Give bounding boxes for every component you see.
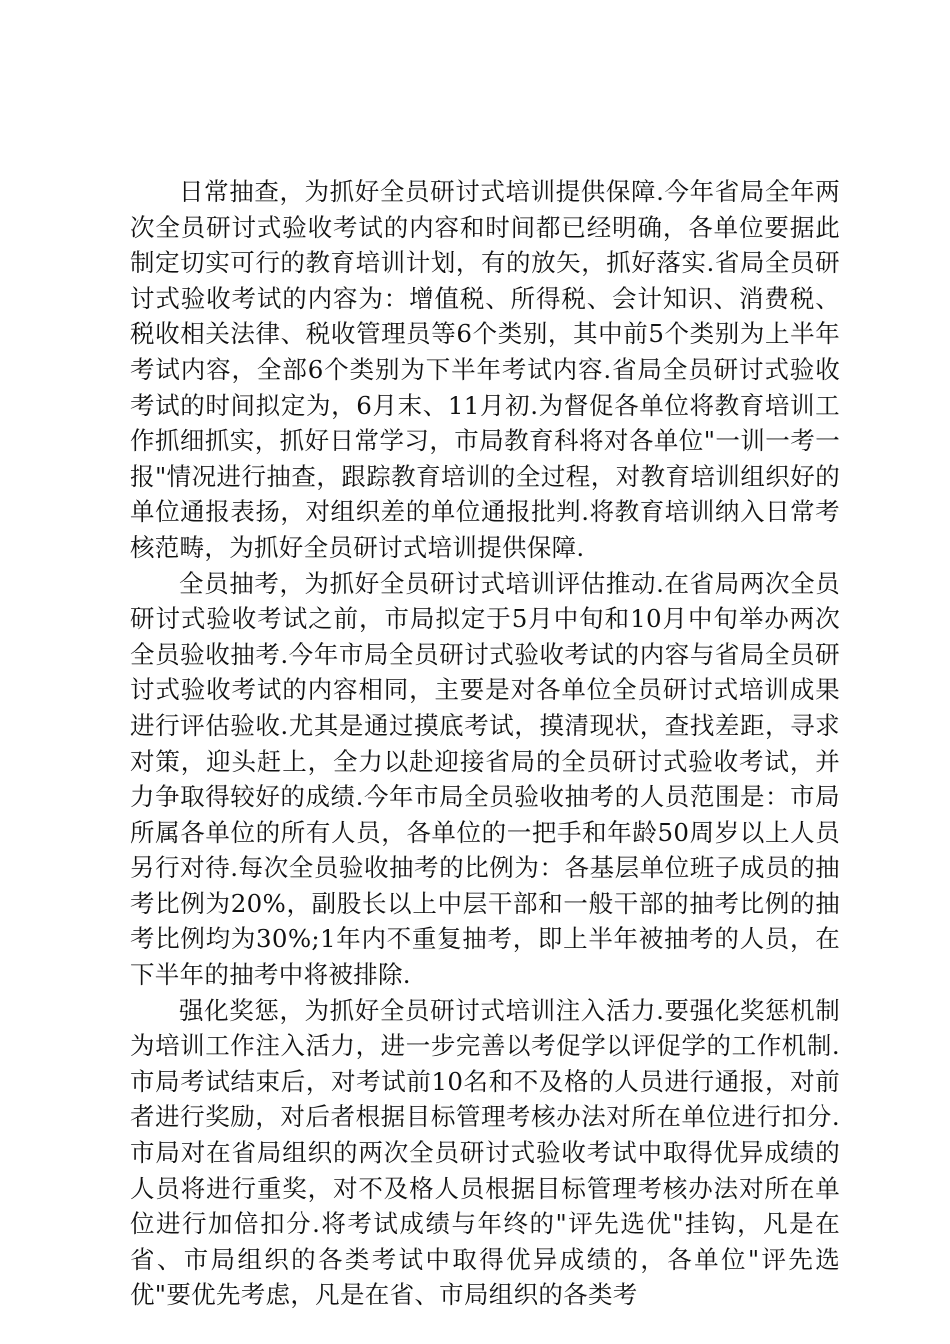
paragraph-daily-inspection: 日常抽查，为抓好全员研讨式培训提供保障.今年省局全年两次全员研讨式验收考试的内容和时间都已经明确，各单位要据此制定切实可行的教育培训计划，有的放矢，抓好落实.省局全员研讨式验收考试的内容为：增值税、所得税、会计知识、消费税、税收相关法律、税收管理员等6个类别，其中前5个类别为上半年考试内容，全部6个类别为下半年考试内容.省局全员研讨式验收考试的时间拟定为，6月末、11月初.为督促各单位将教育培训工作抓细抓实，抓好日常学习，市局教育科将对各单位"一训一考一报"情况进行抽查，跟踪教育培训的全过程，对教育培训组织好的单位通报表扬，对组织差的单位通报批判.将教育培训纳入日常考核范畴，为抓好全员研讨式培训提供保障. <box>130 177 840 562</box>
paragraph-full-staff-exam: 全员抽考，为抓好全员研讨式培训评估推动.在省局两次全员研讨式验收考试之前，市局拟定于5月中旬和10月中旬举办两次全员验收抽考.今年市局全员研讨式验收考试的内容与省局全员研讨式验收考试的内容相同，主要是对各单位全员研讨式培训成果进行评估验收.尤其是通过摸底考试，摸清现状，查找差距，寻求对策，迎头赶上，全力以赴迎接省局的全员研讨式验收考试，并力争取得较好的成绩.今年市局全员验收抽考的人员范围是：市局所属各单位的所有人员，各单位的一把手和年龄50周岁以上人员另行对待.每次全员验收抽考的比例为：各基层单位班子成员的抽考比例为20%，副股长以上中层干部和一般干部的抽考比例的抽考比例均为30%;1年内不重复抽考，即上半年被抽考的人员，在下半年的抽考中将被排除. <box>130 568 840 990</box>
paragraph-rewards-penalties: 强化奖惩，为抓好全员研讨式培训注入活力.要强化奖惩机制为培训工作注入活力，进一步完善以考促学以评促学的工作机制.市局考试结束后，对考试前10名和不及格的人员进行通报，对前者进行奖励，对后者根据目标管理考核办法对所在单位进行扣分.市局对在省局组织的两次全员研讨式验收考试中取得优异成绩的人员将进行重奖，对不及格人员根据目标管理考核办法对所在单位进行加倍扣分.将考试成绩与年终的"评先选优"挂钩，凡是在省、市局组织的各类考试中取得优异成绩的，各单位"评先选优"要优先考虑，凡是在省、市局组织的各类考 <box>130 995 840 1310</box>
document-body <box>130 174 840 1313</box>
